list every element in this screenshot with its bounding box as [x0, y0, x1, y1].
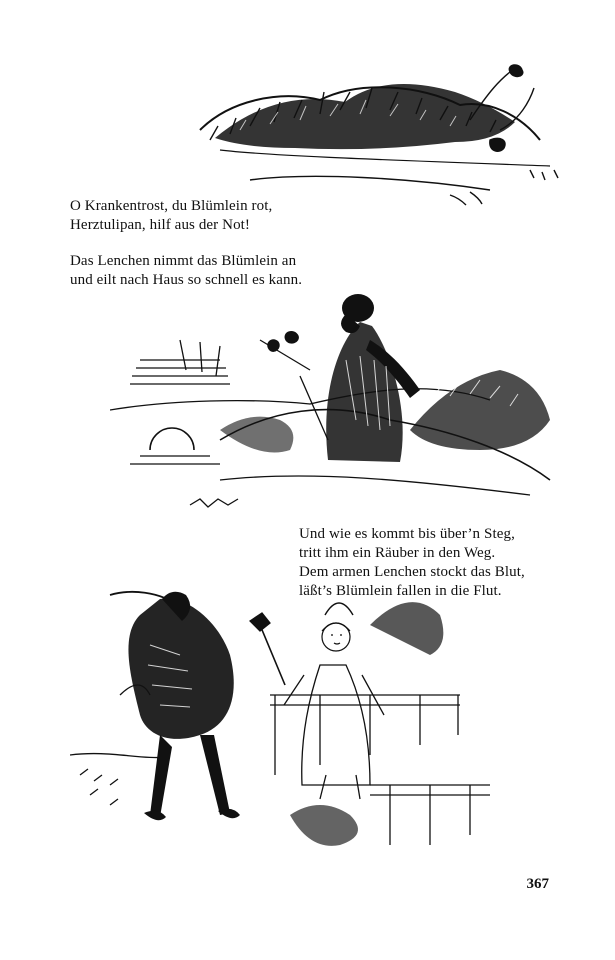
stanza-1 [70, 197, 272, 235]
verse-line: O Krankentrost, du Blümlein rot, [70, 198, 273, 214]
page-number: 367 [526, 876, 549, 892]
verse-line: Dem armen Lenchen stockt das Blut, [299, 564, 525, 580]
verse-line: läßt’s Blümlein fallen in die Flut. [299, 583, 502, 599]
robber-and-girl-illustration [70, 585, 500, 875]
verse-line: Das Lenchen nimmt das Blümlein an [70, 253, 297, 269]
bush-tulip-illustration [190, 60, 570, 210]
verse-line: tritt ihm ein Räuber in den Weg. [299, 545, 496, 561]
girl-on-hill-illustration [110, 280, 570, 520]
verse-line: Und wie es kommt bis über’n Steg, [299, 526, 515, 542]
verse-line: und eilt nach Haus so schnell es kann. [70, 272, 303, 288]
verse-line: Herztulipan, hilf aus der Not! [70, 217, 251, 233]
